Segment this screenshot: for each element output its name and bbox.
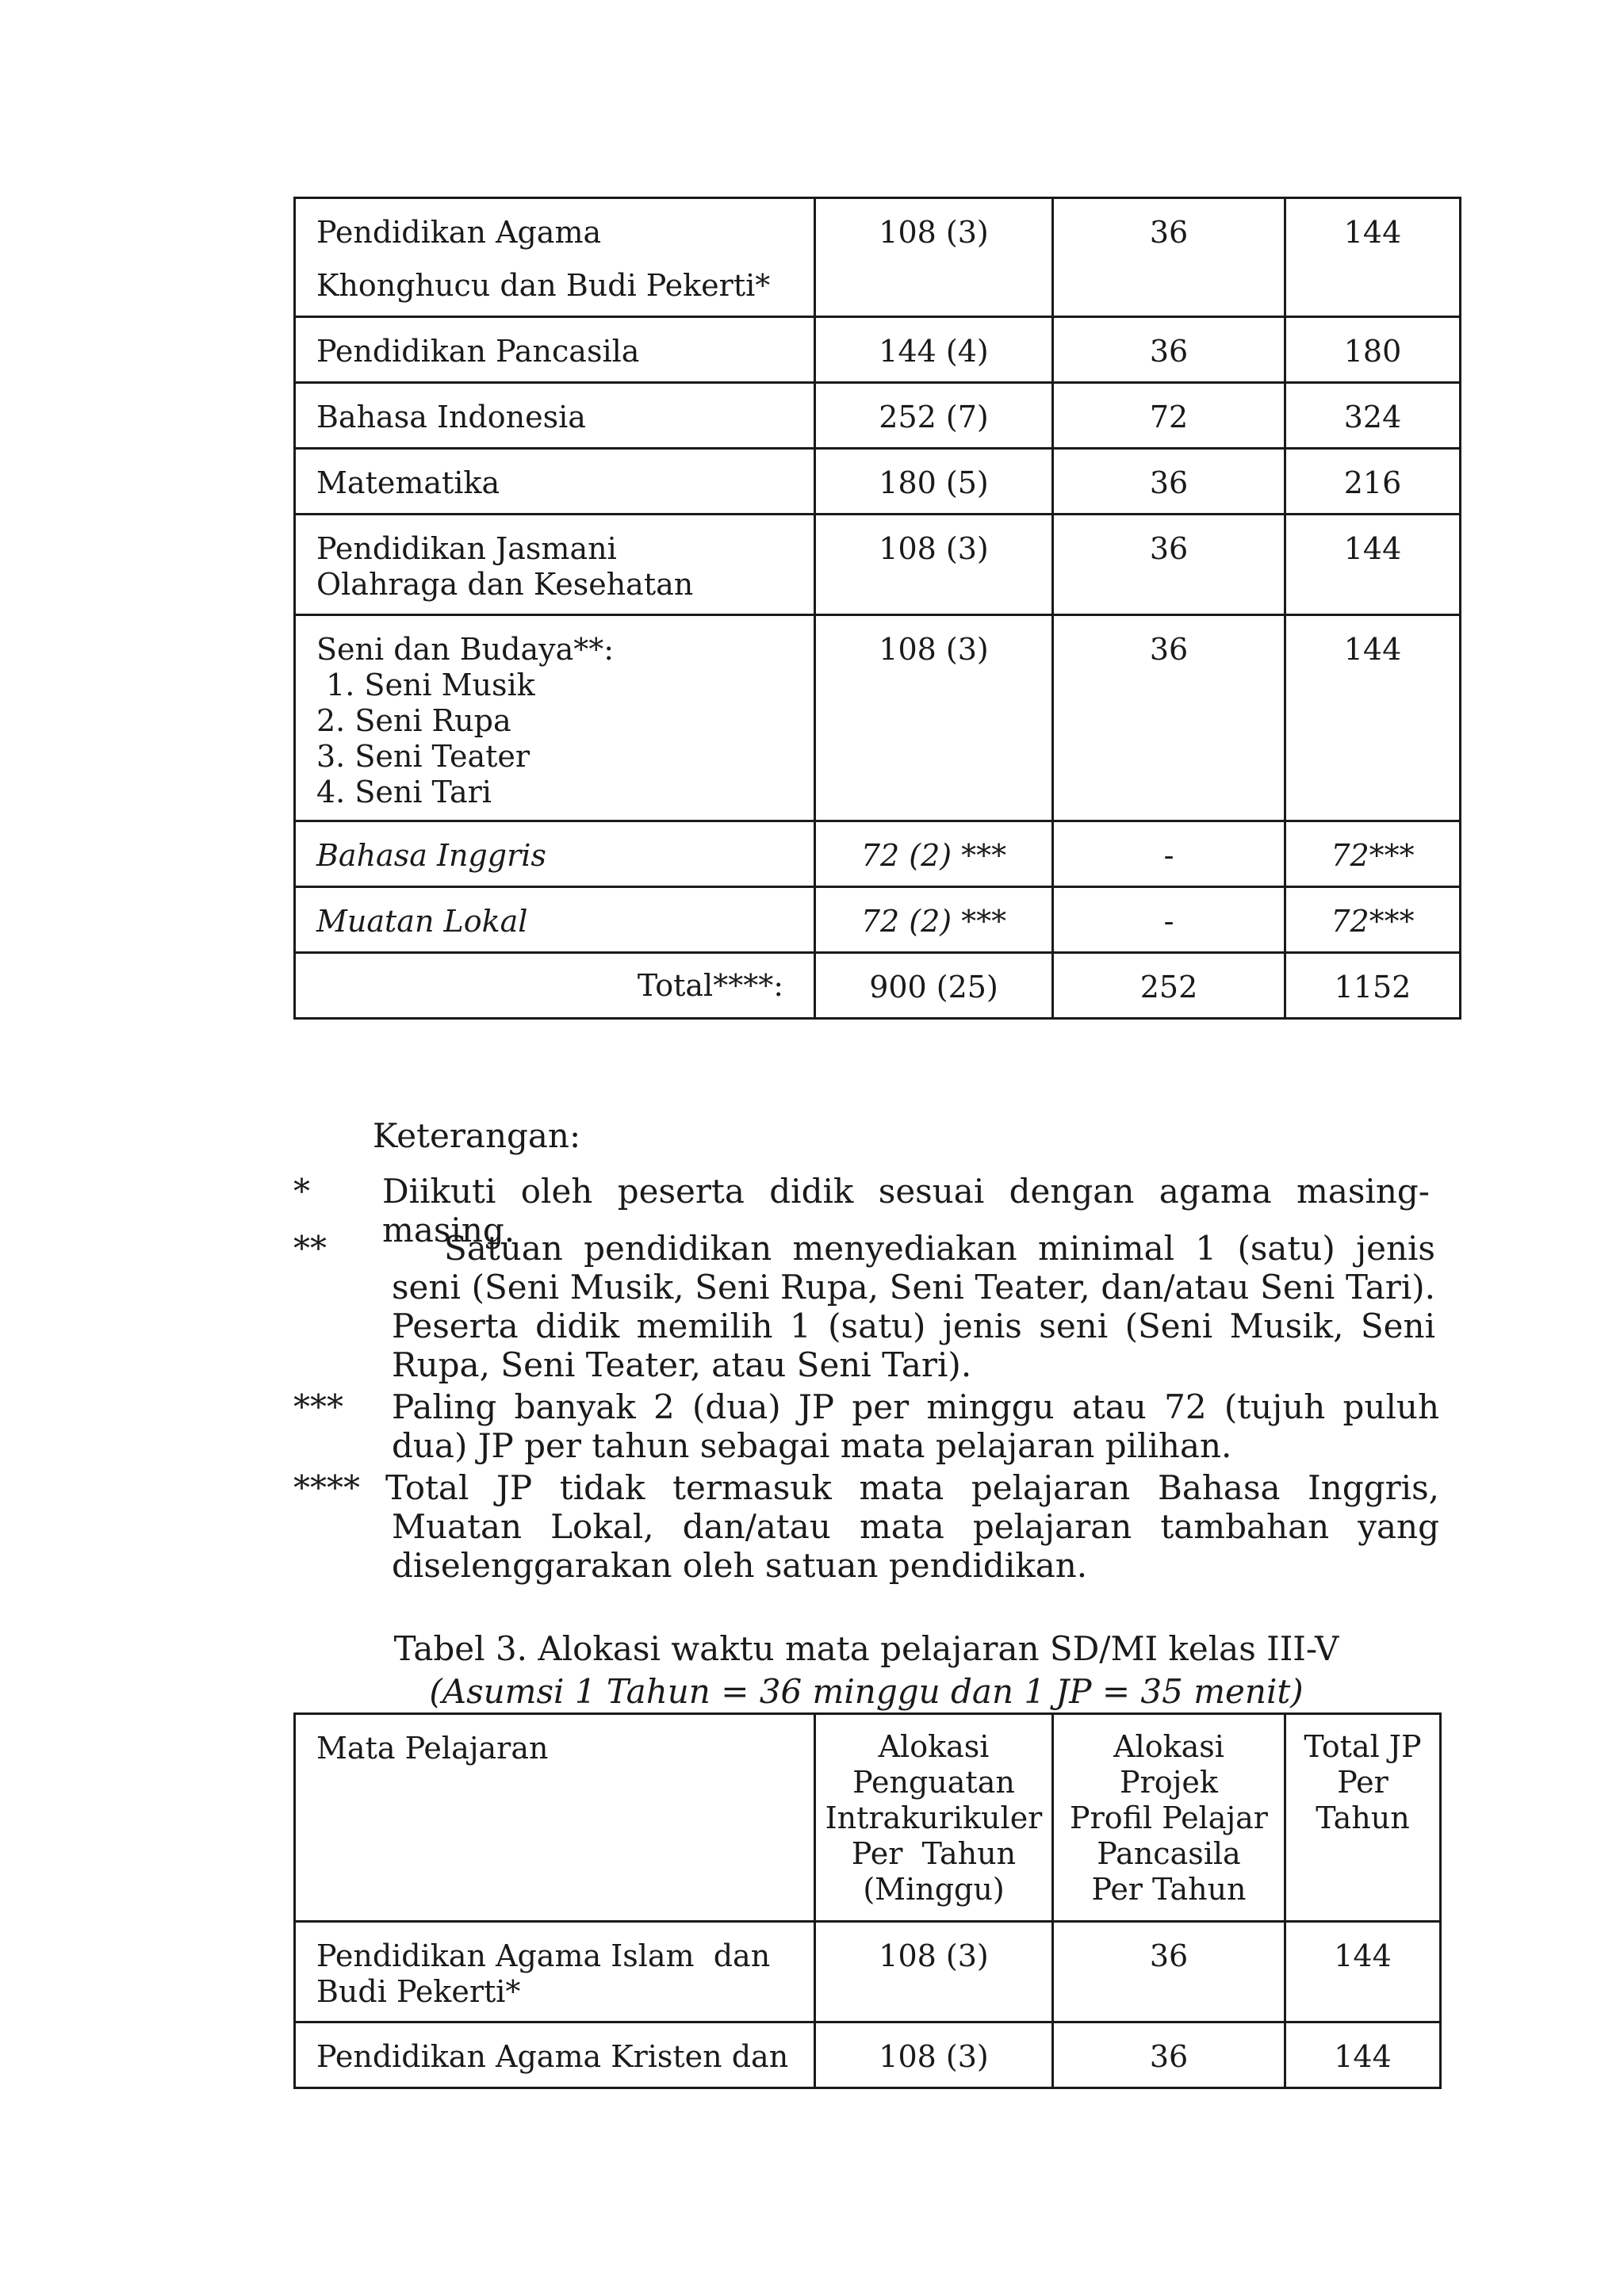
projek-cell: 36 <box>1053 2022 1285 2088</box>
total-cell: 144 <box>1285 515 1461 615</box>
subject-line: Pendidikan Agama Islam dan <box>316 1938 771 1973</box>
total-cell: 216 <box>1285 449 1461 515</box>
intra-cell: 108 (3) <box>815 198 1053 317</box>
header-line: Projek <box>1120 1765 1218 1800</box>
table-row <box>295 887 1461 953</box>
subject-cell <box>295 2022 815 2088</box>
table-row <box>295 383 1461 449</box>
header-line: Tahun <box>1316 1800 1410 1835</box>
intra-cell: 108 (3) <box>815 515 1053 615</box>
projek-cell: 36 <box>1053 449 1285 515</box>
art-option: 2. Seni Rupa <box>316 703 511 738</box>
intra-cell: 108 (3) <box>815 2022 1053 2088</box>
note-marker: *** <box>293 1387 343 1426</box>
table-row <box>295 198 1461 317</box>
total-label: Total****: <box>295 953 815 1019</box>
subject-cell <box>295 615 815 821</box>
intra-cell: 72 (2) *** <box>815 821 1053 887</box>
table-row <box>295 615 1461 821</box>
projek-cell: 36 <box>1053 1922 1285 2022</box>
projek-cell: 36 <box>1053 515 1285 615</box>
projek-cell: 36 <box>1053 615 1285 821</box>
projek-cell: 36 <box>1053 198 1285 317</box>
header-projek <box>1053 1714 1285 1922</box>
notes-heading: Keterangan: <box>373 1116 581 1155</box>
projek-cell: 72 <box>1053 383 1285 449</box>
table-row <box>295 317 1461 383</box>
total-cell: 144 <box>1285 615 1461 821</box>
subject-line: Pendidikan Pancasila <box>316 334 640 369</box>
table-row <box>295 2022 1441 2088</box>
header-line: Alokasi <box>878 1729 990 1764</box>
note-text: Satuan pendidikan menyediakan minimal 1 (satu) jenis seni (Seni Musik, Seni Rupa, Seni Teater, dan/atau Seni Tari). Peserta didik memilih 1 (satu) jenis seni (Seni Musik, Seni Rupa, Seni Teater, atau Seni Tari). <box>392 1229 1435 1384</box>
header-line: Profil Pelajar <box>1070 1800 1268 1835</box>
allocation-table-3 <box>293 1712 1442 2089</box>
subject-cell <box>295 198 815 317</box>
note-marker: **** <box>293 1468 360 1507</box>
header-intra <box>815 1714 1053 1922</box>
intra-total: 900 (25) <box>815 953 1053 1019</box>
grand-total: 1152 <box>1285 953 1461 1019</box>
header-line: Per Tahun <box>851 1836 1017 1871</box>
header-line: Alokasi <box>1113 1729 1224 1764</box>
header-line: Intrakurikuler <box>825 1800 1043 1835</box>
subject-cell <box>295 449 815 515</box>
header-line: Per Tahun <box>1091 1872 1247 1907</box>
projek-cell: - <box>1053 821 1285 887</box>
subject-line: Muatan Lokal <box>316 904 528 939</box>
note-marker: ** <box>293 1229 327 1268</box>
header-total <box>1285 1714 1441 1922</box>
total-cell: 72*** <box>1285 887 1461 953</box>
subject-cell <box>295 317 815 383</box>
note-text: Diikuti oleh peserta didik sesuai dengan agama masing-masing. <box>382 1172 1430 1249</box>
header-line: Pancasila <box>1097 1836 1241 1871</box>
table-caption: Tabel 3. Alokasi waktu mata pelajaran SD/MI kelas III-V <box>393 1629 1339 1668</box>
total-cell: 72*** <box>1285 821 1461 887</box>
subject-line: Matematika <box>316 465 500 500</box>
total-cell: 144 <box>1285 1922 1441 2022</box>
table-row <box>295 1922 1441 2022</box>
header-line: Penguatan <box>852 1765 1015 1800</box>
allocation-table-continued <box>293 197 1461 1020</box>
table-caption-subtitle: (Asumsi 1 Tahun = 36 minggu dan 1 JP = 35 menit) <box>429 1672 1304 1711</box>
total-cell: 144 <box>1285 2022 1441 2088</box>
subject-line: Bahasa Indonesia <box>316 400 586 434</box>
header-subject: Mata Pelajaran <box>295 1714 815 1922</box>
table-header-row <box>295 1714 1441 1922</box>
subject-line: Khonghucu dan Budi Pekerti* <box>316 268 771 303</box>
total-row <box>295 953 1461 1019</box>
header-line: (Minggu) <box>863 1872 1005 1907</box>
intra-cell: 72 (2) *** <box>815 887 1053 953</box>
art-option: 3. Seni Teater <box>316 739 530 774</box>
intra-cell: 144 (4) <box>815 317 1053 383</box>
projek-cell: - <box>1053 887 1285 953</box>
subject-cell <box>295 821 815 887</box>
subject-line: Olahraga dan Kesehatan <box>316 567 694 602</box>
total-cell: 324 <box>1285 383 1461 449</box>
intra-cell: 108 (3) <box>815 615 1053 821</box>
subject-line: Pendidikan Jasmani <box>316 531 617 566</box>
table-row <box>295 821 1461 887</box>
intra-cell: 252 (7) <box>815 383 1053 449</box>
subject-line: Bahasa Inggris <box>316 838 546 873</box>
header-line: Per <box>1337 1765 1388 1800</box>
art-option: 4. Seni Tari <box>316 775 492 809</box>
note-text: Paling banyak 2 (dua) JP per minggu atau 72 (tujuh puluh dua) JP per tahun sebagai mata pelajaran pilihan. <box>392 1387 1439 1465</box>
total-cell: 144 <box>1285 198 1461 317</box>
note-text: Total JP tidak termasuk mata pelajaran Bahasa Inggris, Muatan Lokal, dan/atau mata pelajaran tambahan yang diselenggarakan oleh satuan pendidikan. <box>385 1468 1439 1585</box>
subject-line: Pendidikan Agama <box>316 215 602 250</box>
table-row <box>295 449 1461 515</box>
subject-line: Budi Pekerti* <box>316 1974 521 2009</box>
projek-total: 252 <box>1053 953 1285 1019</box>
projek-cell: 36 <box>1053 317 1285 383</box>
intra-cell: 108 (3) <box>815 1922 1053 2022</box>
subject-cell <box>295 515 815 615</box>
note-marker: * <box>293 1172 310 1211</box>
subject-cell <box>295 887 815 953</box>
table-row <box>295 515 1461 615</box>
subject-line: Seni dan Budaya**: <box>316 632 615 667</box>
subject-cell <box>295 1922 815 2022</box>
subject-cell <box>295 383 815 449</box>
subject-line: Pendidikan Agama Kristen dan <box>316 2039 789 2074</box>
art-option: 1. Seni Musik <box>316 668 535 702</box>
header-line: Total JP <box>1304 1729 1422 1764</box>
intra-cell: 180 (5) <box>815 449 1053 515</box>
total-cell: 180 <box>1285 317 1461 383</box>
